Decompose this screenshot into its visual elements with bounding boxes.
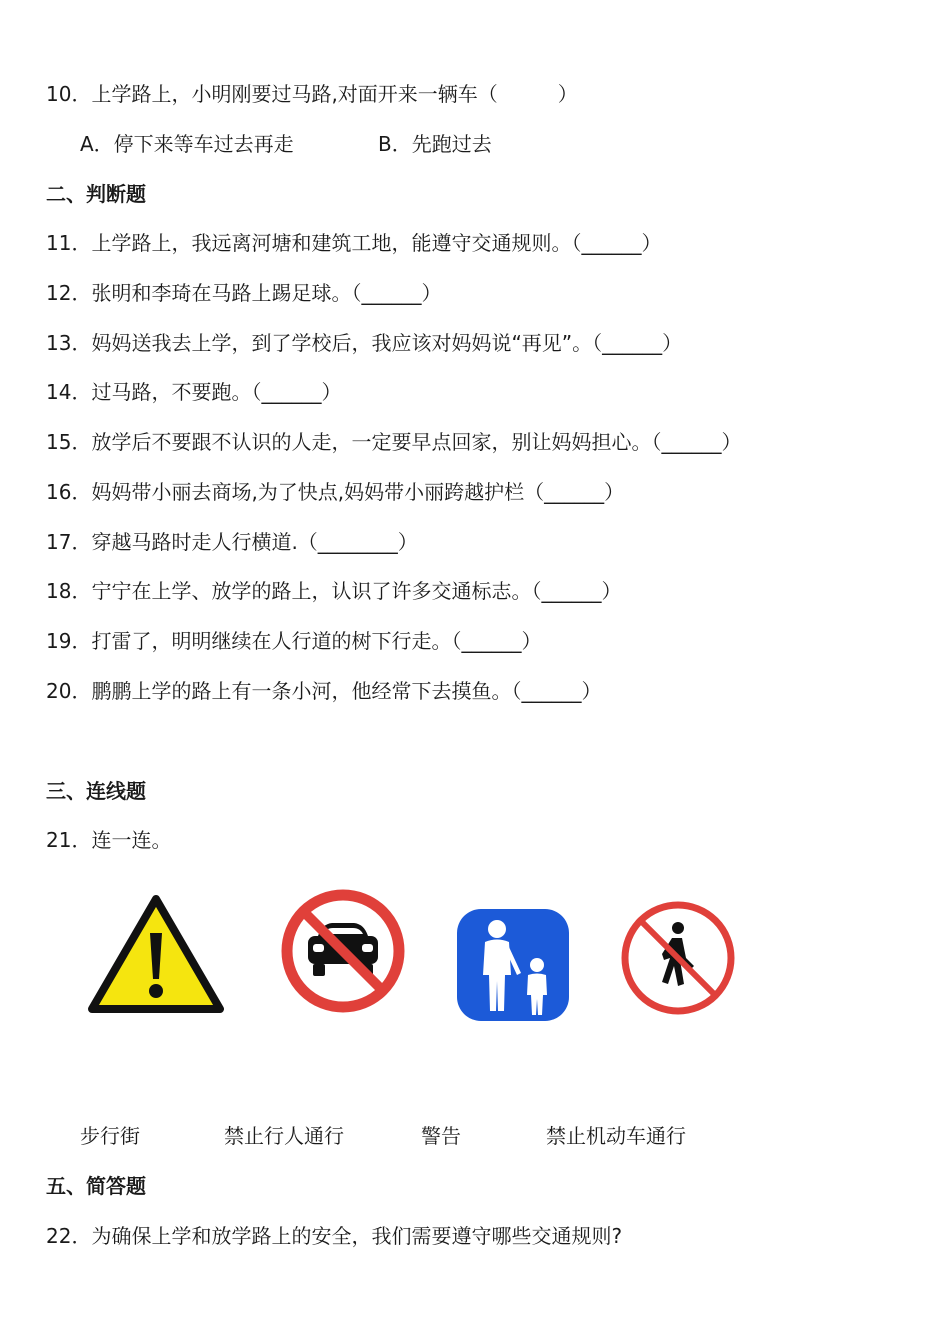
label-no-motor-vehicles: 禁止机动车通行	[546, 1124, 686, 1148]
section-3-heading: 三、连线题	[46, 779, 146, 803]
question-15: 15．放学后不要跟不认识的人走，一定要早点回家，别让妈妈担心。（______）	[46, 430, 742, 454]
label-no-pedestrians: 禁止行人通行	[224, 1124, 344, 1148]
section-5-heading: 五、简答题	[46, 1174, 146, 1198]
pedestrian-street-sign-icon	[455, 907, 571, 1023]
question-14: 14．过马路，不要跑。（______）	[46, 380, 342, 404]
question-20: 20．鹏鹏上学的路上有一条小河，他经常下去摸鱼。（______）	[46, 679, 602, 703]
section-2-heading: 二、判断题	[46, 182, 146, 206]
no-motor-vehicles-sign-icon	[280, 888, 406, 1014]
question-21: 21．连一连。	[46, 828, 172, 852]
label-warning: 警告	[421, 1124, 461, 1148]
q10-option-b: B．先跑过去	[378, 132, 492, 156]
question-10: 10．上学路上，小明刚要过马路,对面开来一辆车（ ）	[46, 82, 578, 106]
question-22: 22．为确保上学和放学路上的安全，我们需要遵守哪些交通规则?	[46, 1224, 623, 1248]
question-17: 17．穿越马路时走人行横道.（________）	[46, 530, 418, 554]
q10-option-a: A．停下来等车过去再走	[80, 132, 294, 156]
question-19: 19．打雷了，明明继续在人行道的树下行走。（______）	[46, 629, 542, 653]
label-pedestrian-street: 步行街	[80, 1124, 140, 1148]
question-12: 12．张明和李琦在马路上踢足球。（______）	[46, 281, 442, 305]
question-16: 16．妈妈带小丽去商场,为了快点,妈妈带小丽跨越护栏（______）	[46, 480, 625, 504]
warning-sign-icon	[88, 893, 224, 1017]
question-11: 11．上学路上，我远离河塘和建筑工地，能遵守交通规则。（______）	[46, 231, 662, 255]
question-18: 18．宁宁在上学、放学的路上，认识了许多交通标志。（______）	[46, 579, 622, 603]
no-pedestrians-sign-icon	[618, 898, 738, 1018]
question-13: 13．妈妈送我去上学，到了学校后，我应该对妈妈说“再见”。（______）	[46, 331, 683, 355]
